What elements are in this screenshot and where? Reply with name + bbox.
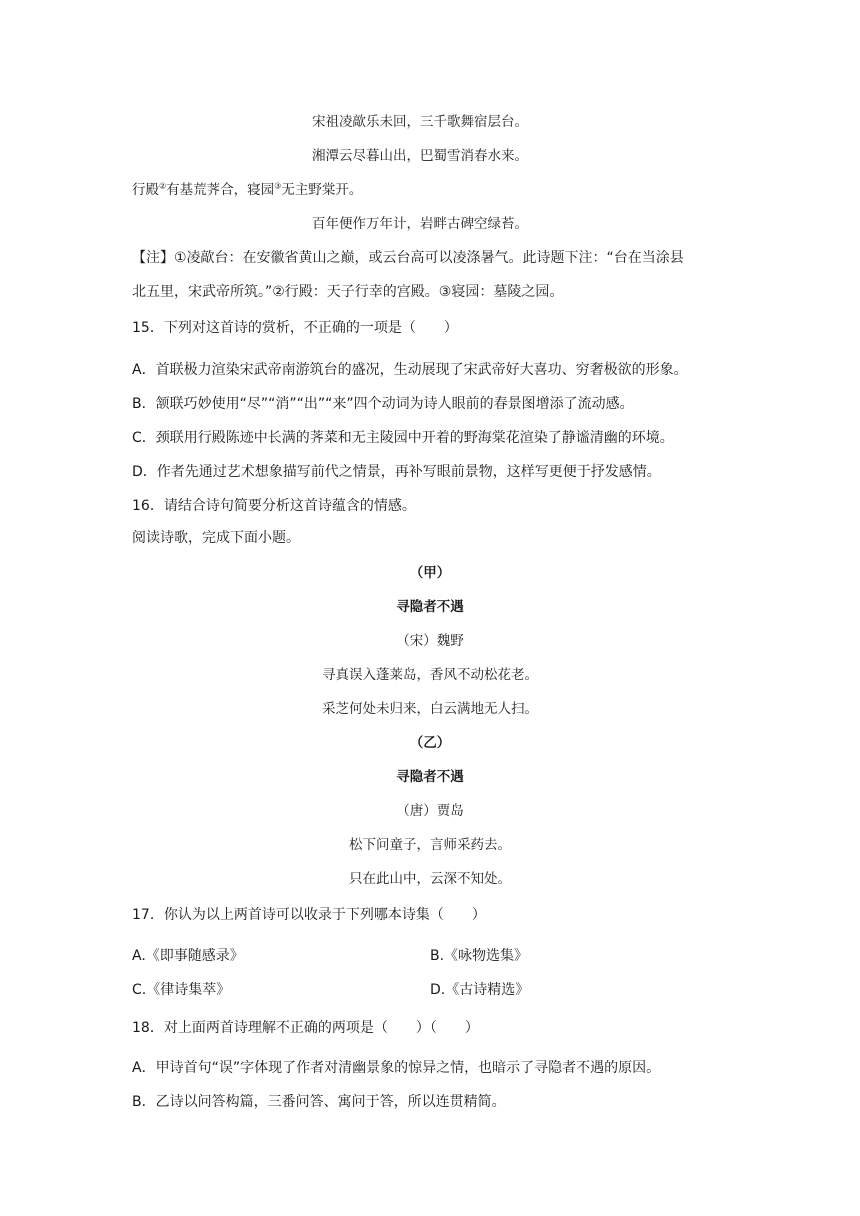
poem-a-line-2: 采芝何处未归来，白云满地无人扫。 bbox=[322, 701, 538, 717]
poem-b-line-1: 松下问童子，言师采药去。 bbox=[349, 837, 511, 853]
poem-b-title: 寻隐者不遇 bbox=[396, 769, 464, 785]
footnote-mark-3: ③ bbox=[274, 181, 282, 191]
question-15-option-a: A．首联极力渲染宋武帝南游筑台的盛况，生动展现了宋武帝好大喜功、穷奢极欲的形象。 bbox=[132, 362, 688, 378]
question-15-option-b: B．颔联巧妙使用“尽”“消”“出”“来”四个动词为诗人眼前的春景图增添了流动感。 bbox=[132, 396, 634, 412]
poem-line-3 bbox=[132, 180, 362, 200]
question-16-stem: 16．请结合诗句简要分析这首诗蕴含的情感。 bbox=[132, 498, 416, 514]
question-17-option-b: B.《咏物选集》 bbox=[430, 948, 529, 964]
poem-line-3-part-a: 行殿 bbox=[132, 182, 159, 198]
question-15-option-c: C．颈联用行殿陈迹中长满的荠菜和无主陵园中开着的野海棠花渲染了静谧清幽的环境。 bbox=[132, 430, 674, 446]
poem-b-label: （乙） bbox=[409, 735, 451, 751]
question-15-stem: 15．下列对这首诗的赏析，不正确的一项是（ ） bbox=[132, 320, 458, 336]
question-17-stem: 17．你认为以上两首诗可以收录于下列哪本诗集（ ） bbox=[132, 907, 486, 923]
question-17-option-a: A.《即事随感录》 bbox=[132, 948, 244, 964]
reading-instruction: 阅读诗歌，完成下面小题。 bbox=[132, 530, 300, 546]
question-17-option-c: C.《律诗集萃》 bbox=[132, 982, 231, 998]
poem-a-author: （宋）魏野 bbox=[396, 633, 464, 649]
poem-b-author: （唐）贾岛 bbox=[396, 803, 464, 819]
poem-a-label: （甲） bbox=[409, 565, 451, 581]
question-18-option-b: B．乙诗以问答构篇，三番问答、寓问于答，所以连贯精简。 bbox=[132, 1094, 506, 1110]
poem-line-1: 宋祖凌歊乐未回，三千歌舞宿层台。 bbox=[312, 114, 528, 130]
note-line-2: 北五里，宋武帝所筑。”②行殿：天子行幸的宫殿。③寝园：墓陵之园。 bbox=[132, 284, 564, 300]
poem-b-line-2: 只在此山中，云深不知处。 bbox=[349, 871, 511, 887]
note-line-1: 【注】①凌歊台：在安徽省黄山之巅，或云台高可以凌涤暑气。此诗题下注：“台在当涂县 bbox=[132, 250, 684, 266]
poem-line-2: 湘潭云尽暮山出，巴蜀雪消春水来。 bbox=[312, 148, 528, 164]
poem-line-3-part-c: 无主野棠开。 bbox=[281, 182, 363, 198]
poem-line-3-part-b: 有基荒荠合，寝园 bbox=[166, 182, 275, 198]
question-17-option-d: D.《古诗精选》 bbox=[430, 982, 530, 998]
question-15-option-d: D．作者先通过艺术想象描写前代之情景，再补写眼前景物，这样写更便于抒发感情。 bbox=[132, 464, 661, 480]
footnote-mark-2: ② bbox=[159, 181, 167, 191]
question-18-option-a: A．甲诗首句“误”字体现了作者对清幽景象的惊异之情，也暗示了寻隐者不遇的原因。 bbox=[132, 1060, 661, 1076]
poem-a-title: 寻隐者不遇 bbox=[396, 599, 464, 615]
poem-line-4: 百年便作万年计，岩畔古碑空绿苔。 bbox=[312, 216, 528, 232]
poem-a-line-1: 寻真误入蓬莱岛，香风不动松花老。 bbox=[322, 667, 538, 683]
question-18-stem: 18．对上面两首诗理解不正确的两项是（ ）（ ） bbox=[132, 1020, 479, 1036]
